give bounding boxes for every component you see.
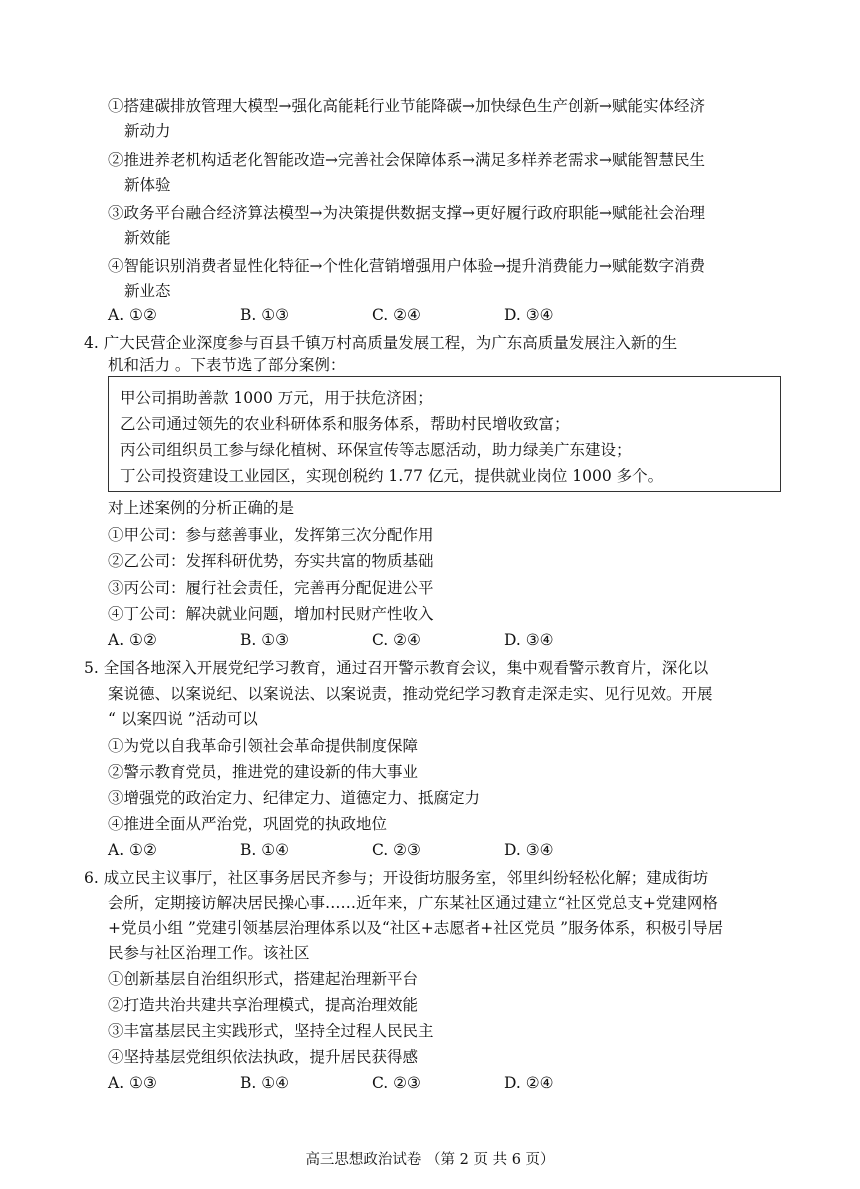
page-footer: 高三思想政治试卷 （第 2 页 共 6 页） xyxy=(305,1152,555,1168)
q5-option-a[interactable]: A. ①② xyxy=(108,841,157,859)
q5-option-d[interactable]: D. ③④ xyxy=(504,841,554,859)
q4-options xyxy=(108,630,554,650)
q3-option-b[interactable]: B. ①③ xyxy=(240,306,290,324)
q3-item-3-line1: ③政务平台融合经济算法模型→为决策提供数据支撑→更好履行政府职能→赋能社会治理 xyxy=(108,204,705,222)
q6-stem-line3: +党员小组 ”党建引领基层治理体系以及“社区+志愿者+社区党员 ”服务体系，积极引导居 xyxy=(108,919,724,937)
q5-option-c[interactable]: C. ②③ xyxy=(372,841,421,859)
q6-option-d[interactable]: D. ②④ xyxy=(504,1074,554,1092)
q4-option-a[interactable]: A. ①② xyxy=(108,631,157,649)
q3-options xyxy=(108,305,554,325)
q4-stem-line1: 4. 广大民营企业深度参与百县千镇万村高质量发展工程，为广东高质量发展注入新的生 xyxy=(84,334,678,352)
q6-options xyxy=(108,1073,554,1093)
q4-question: 对上述案例的分析正确的是 xyxy=(108,499,295,517)
q6-item-3: ③丰富基层民主实践形式，坚持全过程人民民主 xyxy=(108,1022,434,1040)
q5-item-1: ①为党以自我革命引领社会革命提供制度保障 xyxy=(108,737,419,755)
q4-item-4: ④丁公司：解决就业问题，增加村民财产性收入 xyxy=(108,605,434,623)
q4-item-3: ③丙公司：履行社会责任，完善再分配促进公平 xyxy=(108,579,434,597)
q4-item-1: ①甲公司：参与慈善事业，发挥第三次分配作用 xyxy=(108,526,434,544)
q6-option-b[interactable]: B. ①④ xyxy=(240,1074,290,1092)
q3-item-3-line2: 新效能 xyxy=(124,229,171,247)
q6-stem-line1: 6. 成立民主议事厅，社区事务居民齐参与；开设街坊服务室，邻里纠纷轻松化解；建成街坊 xyxy=(84,869,709,887)
q3-option-a[interactable]: A. ①② xyxy=(108,306,157,324)
q4-item-2: ②乙公司：发挥科研优势，夯实共富的物质基础 xyxy=(108,552,434,570)
q5-item-4: ④推进全面从严治党，巩固党的执政地位 xyxy=(108,815,388,833)
q5-stem-line1: 5. 全国各地深入开展党纪学习教育，通过召开警示教育会议，集中观看警示教育片，深化以 xyxy=(84,659,709,677)
q4-option-d[interactable]: D. ③④ xyxy=(504,631,554,649)
q6-option-c[interactable]: C. ②③ xyxy=(372,1074,421,1092)
q6-item-4: ④坚持基层党组织依法执政，提升居民获得感 xyxy=(108,1048,419,1066)
q4-case-b: 乙公司通过领先的农业科研体系和服务体系，帮助村民增收致富； xyxy=(120,415,570,433)
q5-item-3: ③增强党的政治定力、纪律定力、道德定力、抵腐定力 xyxy=(108,789,481,807)
q5-stem-line3: “ 以案四说 ”活动可以 xyxy=(108,710,258,728)
q3-item-1-line1: ①搭建碳排放管理大模型→强化高能耗行业节能降碳→加快绿色生产创新→赋能实体经济 xyxy=(108,97,705,115)
q6-stem-line4: 民参与社区治理工作。该社区 xyxy=(108,944,310,962)
q3-item-4-line1: ④智能识别消费者显性化特征→个性化营销增强用户体验→提升消费能力→赋能数字消费 xyxy=(108,257,705,275)
q3-item-4-line2: 新业态 xyxy=(124,282,171,300)
q3-item-2-line1: ②推进养老机构适老化智能改造→完善社会保障体系→满足多样养老需求→赋能智慧民生 xyxy=(108,151,705,169)
q4-option-c[interactable]: C. ②④ xyxy=(372,631,421,649)
q6-item-1: ①创新基层自治组织形式，搭建起治理新平台 xyxy=(108,970,419,988)
q5-stem-line2: 案说德、以案说纪、以案说法、以案说责，推动党纪学习教育走深走实、见行见效。开展 xyxy=(108,685,713,703)
q4-case-c: 丙公司组织员工参与绿化植树、环保宣传等志愿活动，助力绿美广东建设； xyxy=(120,441,632,459)
q4-option-b[interactable]: B. ①③ xyxy=(240,631,290,649)
q3-item-2-line2: 新体验 xyxy=(124,176,171,194)
q4-stem-line2: 机和活力 。下表节选了部分案例： xyxy=(108,356,346,374)
q6-stem-line2: 会所，定期接访解决居民操心事……近年来，广东某社区通过建立“社区党总支+党建网格 xyxy=(108,894,718,912)
q3-item-1-line2: 新动力 xyxy=(124,122,171,140)
q5-option-b[interactable]: B. ①④ xyxy=(240,841,290,859)
q5-item-2: ②警示教育党员，推进党的建设新的伟大事业 xyxy=(108,763,419,781)
q6-option-a[interactable]: A. ①③ xyxy=(108,1074,157,1092)
q4-case-a: 甲公司捐助善款 1000 万元，用于扶危济困； xyxy=(120,389,433,407)
q3-option-c[interactable]: C. ②④ xyxy=(372,306,421,324)
q5-options xyxy=(108,840,554,860)
q3-option-d[interactable]: D. ③④ xyxy=(504,306,554,324)
q4-case-d: 丁公司投资建设工业园区，实现创税约 1.77 亿元，提供就业岗位 1000 多个。 xyxy=(120,467,664,485)
q6-item-2: ②打造共治共建共享治理模式，提高治理效能 xyxy=(108,996,419,1014)
